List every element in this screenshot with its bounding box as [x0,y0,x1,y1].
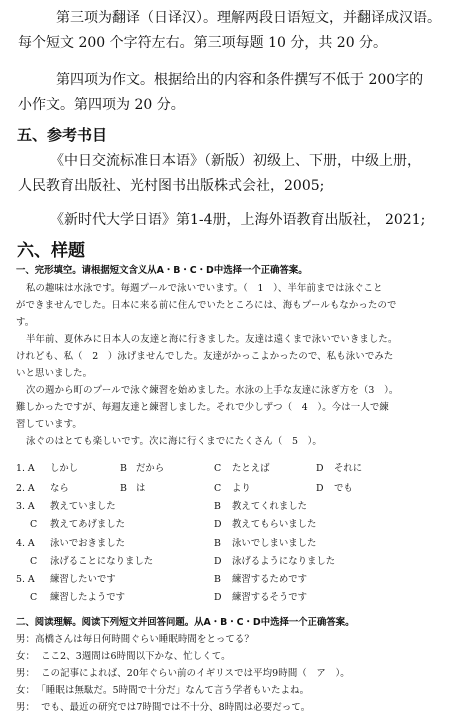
composition-paragraph-line-1: 第四项为作文。根据给出的内容和条件撰写不低于 200字的 [56,72,424,88]
dialogue-speaker: 男： [16,634,36,645]
dialogue-text: ここ2、3週間は6時間以下かな、忙しくて。 [41,651,231,662]
option-num: 3. A [16,501,35,512]
option-b-label: B [214,538,221,549]
option-b: 練習するためです [232,574,308,585]
option-row-4a [16,535,436,552]
option-a: 教えていました [50,501,116,512]
option-d-label: D [316,463,324,474]
dialogue-line [16,682,442,699]
passage-line: 半年前、夏休みに日本人の友達と海に行きました。友達は遠くまで泳いでいきました。 [26,334,398,345]
section-5-heading: 五、参考书目 [17,126,108,144]
section-6-heading: 六、样题 [17,241,85,261]
option-row-1 [16,460,436,477]
option-d: それに [334,463,363,474]
option-a: しかし [50,463,79,474]
cloze-passage [0,280,452,450]
dialogue-text: 高橋さんは毎日何時間ぐらい睡眠時間をとってる？ [35,634,254,645]
option-b-label: B [120,463,127,474]
passage-line: 難しかったですが、毎週友達と練習しました。それで少しずつ（ 4 ）。今は一人で練 [16,402,389,413]
option-c: より [232,483,251,494]
option-b-label: B [214,574,221,585]
book-1-line-2: 人民教育出版社、光村图书出版株式会社，2005; [18,178,325,194]
option-d: 練習するそうです [232,592,308,603]
option-d-label: D [214,556,222,567]
dialogue-text: でも、最近の研究では7時間では不十分、8時間は必要だって。 [41,702,311,713]
option-c-label: C [214,483,222,494]
option-b-label: B [214,501,221,512]
passage-line: けれども、私（ 2 ）泳げませんでした。友達がかっこよかったので、私も泳いでみた [16,351,394,362]
option-row-3a [16,498,436,515]
option-row-2 [16,480,436,497]
option-d-label: D [214,592,222,603]
option-num: 4. A [16,538,35,549]
option-b: 泳いでしまいました [232,538,317,549]
option-d-label: D [214,519,222,530]
option-b: だから [136,463,165,474]
dialogue-line [16,665,442,682]
dialogue-line [16,699,442,716]
option-num: 2. A [16,483,35,494]
passage-line: す。 [16,317,35,328]
option-c-label: C [214,463,222,474]
option-a: なら [50,483,69,494]
option-c: 練習したようです [50,592,126,603]
option-row-3b [16,516,436,533]
book-1-line-1: 《中日交流标准日本语》（新版）初级上、下册，中级上册， [50,153,421,169]
option-b: は [136,483,146,494]
option-d: でも [334,483,353,494]
option-d: 教えてもらいました [232,519,317,530]
option-a: 練習したいです [50,574,116,585]
dialogue-speaker: 男： [16,668,36,679]
option-d-label: D [316,483,324,494]
dialogue-speaker: 男： [16,702,36,713]
reading-dialogue [16,631,442,716]
dialogue-line [16,648,442,665]
composition-paragraph-line-2: 小作文。第四项为 20 分。 [18,97,185,113]
option-row-4b [16,553,436,570]
dialogue-speaker: 女： [16,651,36,662]
option-c-label: C [30,556,38,567]
option-b-label: B [120,483,127,494]
option-c: たとえば [232,463,270,474]
option-c: 教えてあげました [50,519,126,530]
option-a: 泳いでおきました [50,538,126,549]
passage-line: 習しています。 [16,419,82,430]
cloze-instruction: 一、完形填空。请根据短文含义从A・B・C・D中选择一个正确答案。 [16,265,308,276]
book-2: 《新时代大学日语》第1-4册，上海外语教育出版社， 2021; [50,212,426,228]
translation-paragraph-line-1: 第三项为翻译（日译汉）。理解两段日语短文，并翻译成汉语。 [56,10,441,26]
dialogue-speaker: 女： [16,685,36,696]
passage-line: 次の週から町のプールで泳ぐ練習を始めました。水泳の上手な友達に泳ぎ方を（3 ）。 [26,385,399,396]
dialogue-text: この記事によれば、20年ぐらい前のイギリスでは平均9時間（ ア ）。 [41,668,350,679]
option-row-5b [16,589,436,606]
passage-line: ができませんでした。日本に来る前に住んでいたところには、海もプールもなかったので [16,300,397,311]
reading-instruction: 二、阅读理解。阅读下列短文并回答问题。从A・B・C・D中选择一个正确答案。 [16,617,355,628]
translation-paragraph-line-2: 每个短文 200 个字符左右。第三项每题 10 分，共 20 分。 [18,35,388,51]
option-d: 泳げるようになりました [232,556,336,567]
option-num: 5. A [16,574,35,585]
option-row-5a [16,571,436,588]
dialogue-line [16,631,442,648]
passage-line: いと思いました。 [16,368,93,379]
option-c-label: C [30,519,38,530]
option-num: 1. A [16,463,35,474]
option-c: 泳げることになりました [50,556,154,567]
option-c-label: C [30,592,38,603]
passage-line: 私の趣味は水泳です。毎週プールで泳いでいます。（ 1 ）、半年前までは泳ぐこと [26,283,383,294]
option-b: 教えてくれました [232,501,308,512]
passage-line: 泳ぐのはとても楽しいです。次に海に行くまでにたくさん（ 5 ）。 [26,436,322,447]
dialogue-text: 「睡眠は無駄だ。5時間で十分だ」なんて言う学者もいたよね。 [41,685,310,696]
